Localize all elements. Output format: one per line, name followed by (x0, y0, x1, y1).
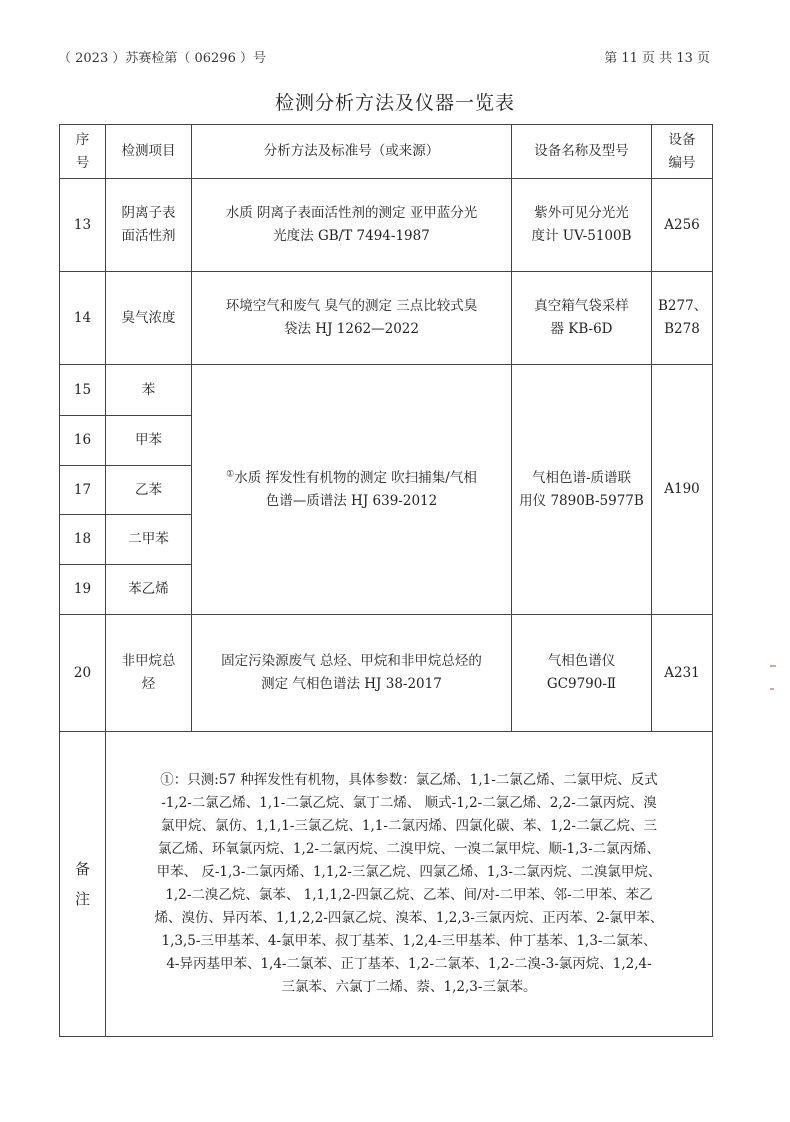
page-title: 检测分析方法及仪器一览表 (274, 92, 515, 114)
group-code: A190 (652, 365, 713, 615)
scan-mark (770, 665, 776, 667)
table-row: 15 苯 ①水质 挥发性有机物的测定 吹扫捕集/气相 色谱—质谱法 HJ 639-2012 气相色谱-质谱联 用仪 7890B-5977B A190 (60, 365, 713, 416)
table-row: 20 非甲烷总 烃 固定污染源废气 总烃、甲烷和非甲烷总烃的 测定 气相色谱法 HJ 38-2017 气相色谱仪 GC9790-Ⅱ A231 (60, 615, 713, 732)
header-item: 检测项目 (106, 125, 192, 179)
table-row: 18 二甲苯 (60, 515, 713, 565)
table-row: 13 阴离子表 面活性剂 水质 阴离子表面活性剂的测定 亚甲蓝分光 光度法 GB/T 7494-1987 紫外可见分光光 度计 UV-5100B A256 (60, 179, 713, 272)
group-method: ①水质 挥发性有机物的测定 吹扫捕集/气相 色谱—质谱法 HJ 639-2012 (192, 365, 512, 615)
table-row: 19 苯乙烯 (60, 565, 713, 615)
table-row: 16 甲苯 (60, 416, 713, 466)
group-device: 气相色谱-质谱联 用仪 7890B-5977B (512, 365, 652, 615)
method-instrument-table (59, 124, 713, 1037)
remarks-row (60, 732, 713, 1037)
header-device: 设备名称及型号 (512, 125, 652, 179)
remarks-content: ①：只测:57 种挥发性有机物，具体参数：氯乙烯、1,1-二氯乙烯、二氯甲烷、反式 -1,2-二氯乙烯、1,1-二氯乙烷、氯丁二烯、 顺式-1,2-二氯乙烯、2,2-二氯丙烷、溴 氯甲烷、氯仿、1,1,1-三氯乙烷、1,1-二氯丙烯、四氯化碳、苯、1,2-二氯乙烷、三 氯乙烯、环氧氯丙烷、1,2-二氯丙烷、二溴甲烷、一溴二氯甲烷、顺-1,3-二氯丙烯、 甲苯、 反-1,3-二氯丙烯、1,1,2-三氯乙烷、四氯乙烯、1,3-二氯丙烷、二溴氯甲烷、 1,2-二溴乙烷、氯苯、 1,1,1,2-四氯乙烷、乙苯、间/对-二甲苯、邻-二甲苯、苯乙 烯、溴仿、异丙苯、1,1,2,2-四氯乙烷、溴苯、1,2,3-三氯丙烷、正丙苯、2-氯甲苯、 1,3,5-三甲基苯、4-氯甲苯、叔丁基苯、1,2,4-三甲基苯、仲丁基苯、1,3-二氯苯、 4-异丙基甲苯、1,4-二氯苯、正丁基苯、1,2-二氯苯、1,2-二溴-3-氯丙烷、1,2,4- 三氯苯、六氯丁二烯、萘、1,2,3-三氯苯。 (106, 732, 713, 1037)
table-header-row (60, 125, 713, 179)
header-method: 分析方法及标准号（或来源） (192, 125, 512, 179)
page-indicator: 第 11 页 共 13 页 (604, 51, 710, 66)
header-code: 设备 编号 (652, 125, 713, 179)
scan-mark (770, 688, 774, 690)
table-row: 14 臭气浓度 环境空气和废气 臭气的测定 三点比较式臭 袋法 HJ 1262—2022 真空箱气袋采样 器 KB-6D B277、 B278 (60, 272, 713, 365)
footnote-mark: ① (226, 469, 235, 479)
table-row: 17 乙苯 (60, 466, 713, 515)
header-no: 序 号 (60, 125, 106, 179)
report-number: （ 2023 ）苏赛检第（ 06296 ）号 (58, 51, 266, 66)
remarks-label: 备 注 (60, 732, 106, 1037)
